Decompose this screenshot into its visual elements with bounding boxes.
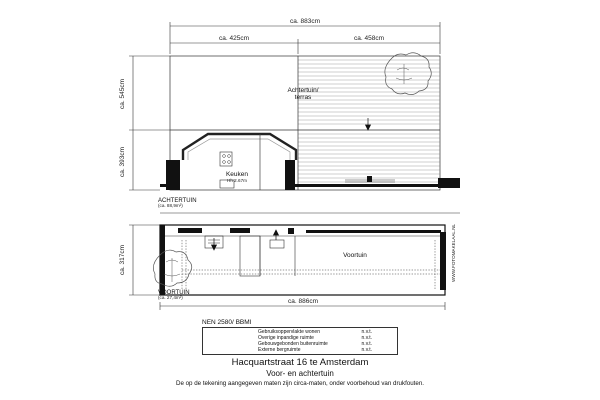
legend-table <box>202 327 398 355</box>
legend-row-value: n.v.t. <box>361 341 372 347</box>
plan-title: Hacquartstraat 16 te Amsterdam <box>231 357 369 368</box>
dim-total-bottom: ca. 886cm <box>288 298 318 305</box>
area-legend <box>202 320 398 355</box>
frontyard-area: (ca. 27,4m²) <box>158 295 183 300</box>
plan-subtitle: Voor- en achtertuin <box>266 369 334 378</box>
room-label-kitchen: Keuken <box>225 171 249 178</box>
plan-disclaimer: De op de tekening aangegeven maten zijn circa-maten, onder voorbehoud van drukfouten. <box>175 380 424 387</box>
legend-row <box>206 347 394 353</box>
legend-row-label: Gebruiksoppervlakte wonen <box>258 329 320 335</box>
watermark-text: WWW.FOTOMAKELAAL.NL <box>451 223 456 282</box>
legend-header: NEN 2580/ BBMI <box>202 319 252 326</box>
dim-lower-depth: ca. 393cm <box>119 147 126 177</box>
room-label-backyard-2: terras <box>294 94 312 101</box>
legend-row-label: Overige inpandige ruimte <box>258 335 314 341</box>
legend-row-value: n.v.t. <box>361 335 372 341</box>
tree-icon-backyard <box>385 53 431 95</box>
dim-right-width: ca. 458cm <box>354 35 384 42</box>
dim-left-width: ca. 425cm <box>219 35 249 42</box>
backyard-area: (ca. 88,9m²) <box>158 203 183 208</box>
room-label-backyard-1: Achtertuin/ <box>287 87 319 94</box>
top-split-dimension <box>170 39 440 54</box>
backyard-title: ACHTERTUIN <box>158 198 197 204</box>
frontyard-title: VOORTUIN <box>158 290 190 296</box>
front-plan <box>160 225 446 295</box>
legend-row-value: n.v.t. <box>361 347 372 353</box>
dim-total-top: ca. 883cm <box>290 18 320 25</box>
legend-row-value: n.v.t. <box>361 329 372 335</box>
terrace-decking <box>298 56 440 190</box>
dim-front-depth: ca. 317cm <box>119 245 126 275</box>
legend-row-label: Gebouwgebonden buitenruimte <box>258 341 328 347</box>
arrow-up-icon-front <box>274 230 279 240</box>
legend-row-label: Externe bergruimte <box>258 347 301 353</box>
top-total-dimension <box>170 22 440 54</box>
kitchen-height-label: Hh 2.67m <box>227 178 247 183</box>
dim-upper-depth: ca. 545cm <box>119 79 126 109</box>
room-label-front-garden: Voortuin <box>343 252 367 259</box>
